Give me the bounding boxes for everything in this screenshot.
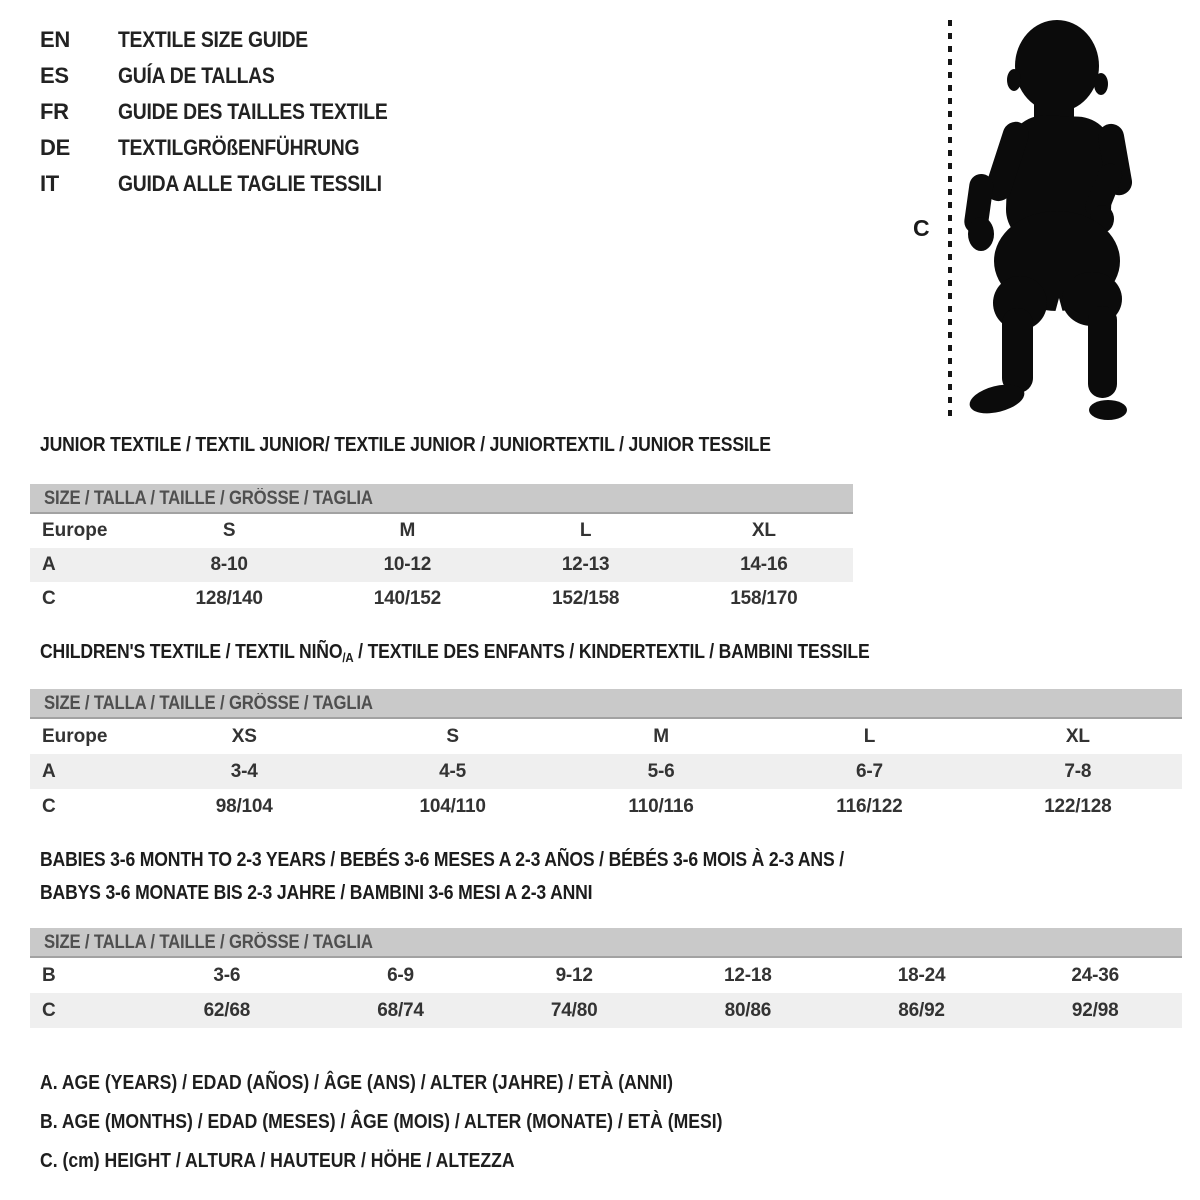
height-cell: 158/170 [730, 588, 798, 609]
height-cell: 152/158 [551, 588, 620, 609]
table-row-height [30, 789, 1182, 824]
height-cell: 80/86 [724, 999, 772, 1021]
row-label: Europe [42, 520, 108, 541]
height-cell: 92/98 [1071, 999, 1119, 1021]
age-cell: 3-4 [230, 760, 258, 782]
language-row-en [40, 22, 424, 58]
table-row-europe [30, 719, 1182, 754]
height-cell: 116/122 [836, 795, 903, 817]
language-code: ES [40, 63, 69, 88]
babies-section-title-line2: BABYS 3-6 MONATE BIS 2-3 JAHRE / BAMBINI 3-6 MESI A 2-3 ANNI [40, 882, 593, 904]
row-label: A [42, 760, 56, 782]
size-cell: S [446, 725, 459, 747]
row-label: C [42, 999, 56, 1021]
height-cell: 86/92 [898, 999, 945, 1021]
months-cell: 24-36 [1071, 964, 1119, 986]
language-list [40, 22, 424, 202]
language-row-fr [40, 94, 424, 130]
babies-section-title-line1: BABIES 3-6 MONTH TO 2-3 YEARS / BEBÉS 3-6 MESES A 2-3 AÑOS / BÉBÉS 3-6 MOIS À 2-3 ANS / [40, 849, 844, 871]
children-size-table [30, 689, 1182, 824]
table-row-months [30, 958, 1182, 993]
age-cell: 10-12 [383, 554, 432, 575]
children-section-title: CHILDREN'S TEXTILE / TEXTIL $NIÑO_{/A}$ / TEXTILE DES ENFANTS / KINDERTEXTIL / BAMBINI TESSILE [40, 641, 870, 665]
age-cell: 12-13 [561, 554, 610, 575]
legend-line-c: C. (cm) HEIGHT / ALTURA / HAUTEUR / HÖHE / ALTEZZA [40, 1150, 515, 1172]
age-cell: 8-10 [210, 554, 248, 575]
size-cell: L [579, 520, 592, 541]
months-cell: 18-24 [897, 964, 946, 986]
age-cell: 14-16 [740, 554, 788, 575]
legend-line-b: B. AGE (MONTHS) / EDAD (MESES) / ÂGE (MOIS) / ALTER (MONATE) / ETÀ (MESI) [40, 1111, 723, 1133]
age-cell: 4-5 [439, 760, 467, 782]
baby-silhouette-icon [962, 16, 1137, 421]
size-header-bar: SIZE / TALLA / TAILLE / GRÖSSE / TAGLIA [30, 484, 853, 514]
height-measure-dashed-line [946, 18, 954, 418]
size-cell: M [653, 725, 669, 747]
row-label: C [42, 795, 56, 817]
language-code: FR [40, 99, 69, 124]
height-cell: 122/128 [1044, 795, 1112, 817]
size-cell: S [222, 520, 236, 541]
table-row-height [30, 582, 853, 616]
height-cell: 140/152 [373, 588, 442, 609]
table-row-age [30, 754, 1182, 789]
language-code: EN [40, 27, 70, 52]
age-cell: 7-8 [1064, 760, 1092, 782]
legend [40, 1064, 816, 1181]
nino-a-subscript: /A [342, 650, 354, 665]
table-row-height [30, 993, 1182, 1028]
language-row-de [40, 130, 424, 166]
height-cell: 68/74 [377, 999, 424, 1021]
language-row-es [40, 58, 424, 94]
height-cell: 104/110 [419, 795, 486, 817]
height-measure-label: C [913, 215, 930, 241]
size-header-bar: SIZE / TALLA / TAILLE / GRÖSSE / TAGLIA [30, 689, 1182, 719]
age-cell: 6-7 [855, 760, 883, 782]
months-cell: 6-9 [387, 964, 414, 986]
size-header-bar: SIZE / TALLA / TAILLE / GRÖSSE / TAGLIA [30, 928, 1182, 958]
language-code: IT [40, 171, 59, 196]
size-cell: XL [751, 520, 776, 541]
months-cell: 12-18 [724, 964, 772, 986]
language-title: GUIDA ALLE TAGLIE TESSILI [118, 171, 382, 196]
language-code: DE [40, 135, 70, 160]
row-label: Europe [42, 725, 108, 747]
row-label: B [42, 964, 56, 986]
size-cell: M [399, 520, 416, 541]
row-label: C [42, 588, 56, 609]
table-row-europe [30, 514, 853, 548]
language-row-it [40, 166, 424, 202]
language-title: GUÍA DE TALLAS [118, 63, 275, 88]
months-cell: 3-6 [213, 964, 241, 986]
language-title: TEXTILE SIZE GUIDE [118, 27, 308, 52]
junior-section-title: JUNIOR TEXTILE / TEXTIL JUNIOR/ TEXTILE JUNIOR / JUNIORTEXTIL / JUNIOR TESSILE [40, 434, 771, 456]
age-cell: 5-6 [647, 760, 675, 782]
height-cell: 110/116 [628, 795, 694, 817]
height-cell: 128/140 [195, 588, 263, 609]
legend-line-a: A. AGE (YEARS) / EDAD (AÑOS) / ÂGE (ANS) / ALTER (JAHRE) / ETÀ (ANNI) [40, 1072, 673, 1094]
table-row-age [30, 548, 853, 582]
height-cell: 98/104 [215, 795, 273, 817]
junior-size-table [30, 484, 853, 616]
size-cell: L [863, 725, 876, 747]
size-cell: XS [231, 725, 257, 747]
language-title: TEXTILGRÖßENFÜHRUNG [118, 135, 360, 160]
row-label: A [42, 554, 56, 575]
months-cell: 9-12 [555, 964, 593, 986]
height-cell: 74/80 [550, 999, 598, 1021]
babies-size-table [30, 928, 1182, 1028]
language-title: GUIDE DES TAILLES TEXTILE [118, 99, 388, 124]
height-cell: 62/68 [203, 999, 251, 1021]
size-cell: XL [1065, 725, 1090, 747]
